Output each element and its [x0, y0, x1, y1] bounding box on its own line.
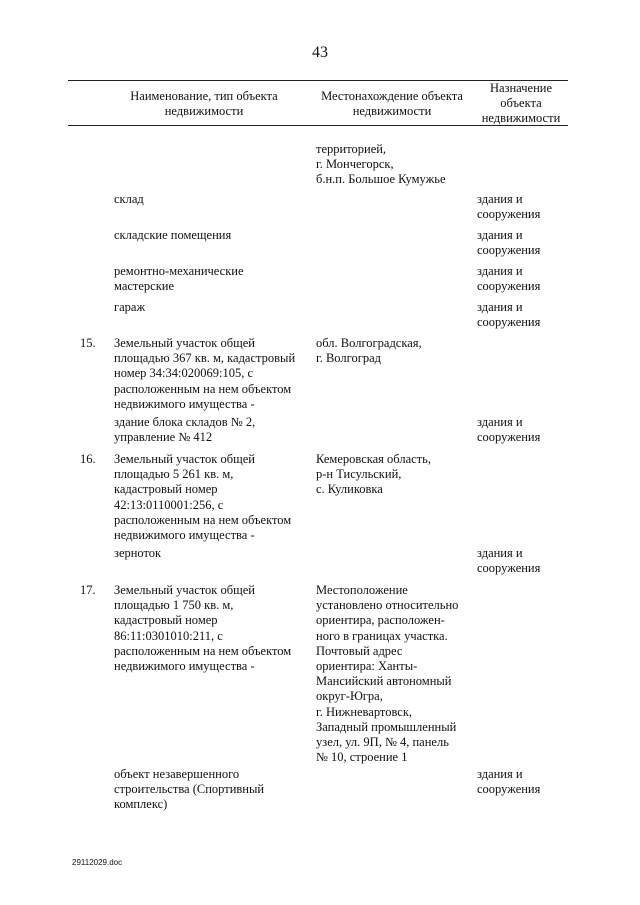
row-purpose: здания и сооружения	[477, 415, 541, 445]
document-footer: 29112029.doc	[72, 858, 123, 867]
header-bottom-rule	[68, 125, 568, 126]
row-location: Кемеровская область, р-н Тисульский, с. Куликовка	[316, 452, 431, 497]
row-purpose: здания и сооружения	[477, 228, 541, 258]
row-name: складские помещения	[114, 228, 232, 242]
page-number: 43	[312, 44, 328, 61]
row-purpose: здания и сооружения	[477, 300, 541, 330]
row-name: здание блока складов № 2, управление № 412	[114, 415, 256, 445]
row-number: 16.	[80, 452, 96, 466]
row-name: гараж	[114, 300, 146, 314]
header-location: Местонахождение объекта недвижимости	[321, 89, 463, 118]
row-name: Земельный участок общей площадью 1 750 кв. м, кадастровый номер 86:11:0301010:211, с расположенным на нем объектом недвижимого имущества -	[114, 583, 292, 674]
row-purpose: здания и сооружения	[477, 192, 541, 222]
row-name: ремонтно-механические мастерские	[114, 264, 244, 294]
row-name: Земельный участок общей площадью 5 261 кв. м, кадастровый номер 42:13:0110001:256, с расположенным на нем объектом недвижимого имущества -	[114, 452, 292, 543]
row-name: Земельный участок общей площадью 367 кв. м, кадастровый номер 34:34:020069:105, с расположенным на нем объектом недвижимого имущества -	[114, 336, 296, 411]
row-purpose: здания и сооружения	[477, 546, 541, 576]
row-name: объект незавершенного строительства (Спортивный комплекс)	[114, 767, 265, 812]
row-location: обл. Волгоградская, г. Волгоград	[316, 336, 422, 366]
header-purpose: Назначение объекта недвижимости	[481, 81, 561, 125]
row-location: территорией, г. Мончегорск, б.н.п. Большое Кумужье	[316, 142, 446, 187]
row-name: зерноток	[114, 546, 162, 560]
row-number: 15.	[80, 336, 96, 350]
row-location: Местоположение установлено относительно ориентира, расположен- ного в границах участка. Почтовый адрес ориентира: Ханты- Мансийский автономный округ-Югра, г. Нижневартовск, Западный промышленный узел, ул. 9П, № 4, панель № 10, строение 1	[316, 583, 459, 765]
header-name: Наименование, тип объекта недвижимости	[130, 89, 278, 118]
row-purpose: здания и сооружения	[477, 767, 541, 797]
row-purpose: здания и сооружения	[477, 264, 541, 294]
row-number: 17.	[80, 583, 96, 597]
row-name: склад	[114, 192, 144, 206]
